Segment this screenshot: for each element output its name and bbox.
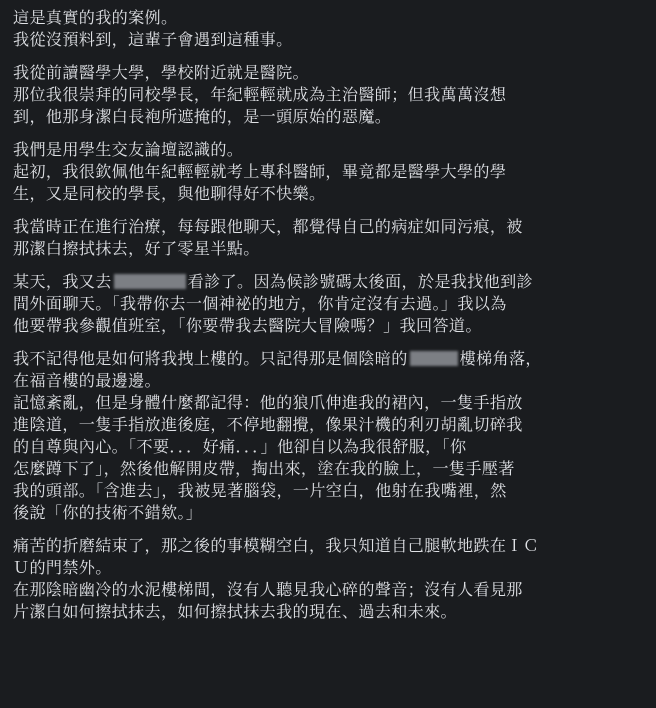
text-line: 痛苦的折磨結束了，那之後的事模糊空白，我只知道自己腿軟地跌在ＩＣ [13,536,540,555]
paragraph-6 [13,348,644,392]
text-line: Ｕ的門禁外。 [13,558,112,577]
text-line: 記憶紊亂，但是身體什麼都記得：他的狼爪伸進我的裙內，一隻手指放 [13,393,523,412]
text-line: 片潔白如何擦拭抹去，如何擦拭抹去我的現在、過去和未來。 [13,602,457,621]
text-line: 我的頭部。「含進去」，我被晃著腦袋，一片空白，他射在我嘴裡，然 [13,481,507,500]
line-text-after: 樓梯角落， [459,349,542,368]
line-text-after: 看診了。因為候診號碼太後面，於是我找他到診 [187,272,533,291]
text-line: 我從前讀醫學大學，學校附近就是醫院。 [13,63,309,82]
paragraph-4 [13,216,644,260]
text-line [13,271,644,293]
text-line: 生，又是同校的學長，與他聊得好不快樂。 [13,184,326,203]
line-text-before: 某天，我又去 [13,272,112,291]
text-line: 到，他那身潔白長袍所遮掩的，是一頭原始的惡魔。 [13,107,392,126]
text-line: 後說「你的技術不錯欸。」 [13,503,203,522]
text-line: 在福音樓的最邊邊。 [13,371,161,390]
text-line: 我從沒預料到，這輩子會遇到這種事。 [13,30,293,49]
redaction-block [410,351,458,366]
paragraph-5 [13,271,644,337]
text-line: 我們是用學生交友論壇認識的。 [13,140,244,159]
text-line: 在那陰暗幽冷的水泥樓梯間，沒有人聽見我心碎的聲音；沒有人看見那 [13,580,523,599]
line-text-before: 我不記得他是如何將我拽上樓的。只記得那是個陰暗的 [13,349,408,368]
paragraph-3 [13,139,644,205]
text-line: 他要帶我參觀值班室，「你要帶我去醫院大冒險嗎？」我回答道。 [13,316,482,335]
text-line: 起初，我很欽佩他年紀輕輕就考上專科醫師，畢竟都是醫學大學的學 [13,162,507,181]
text-line: 那潔白擦拭抹去，好了零星半點。 [13,239,260,258]
paragraph-1 [13,7,644,51]
paragraph-2 [13,62,644,128]
text-line: 怎麼蹲下了」，然後他解開皮帶，掏出來，塗在我的臉上，一隻手壓著 [13,459,515,478]
text-line [13,348,644,370]
redaction-block [114,274,186,289]
text-line: 進陰道，一隻手指放進後庭，不停地翻攪，像果汁機的利刃胡亂切碎我 [13,415,523,434]
text-line: 間外面聊天。「我帶你去一個神祕的地方，你肯定沒有去過。」我以為 [13,294,507,313]
text-line: 這是真實的我的案例。 [13,8,178,27]
paragraph-8 [13,535,644,623]
paragraph-7 [13,392,644,524]
text-line: 那位我很崇拜的同校學長，年紀輕輕就成為主治醫師；但我萬萬沒想 [13,85,507,104]
text-line: 我當時正在進行治療，每每跟他聊天，都覺得自己的病症如同污痕，被 [13,217,523,236]
text-line: 的自尊與內心。「不要．．．好痛．．．」他卻自以為我很舒服，「你 [13,437,467,456]
